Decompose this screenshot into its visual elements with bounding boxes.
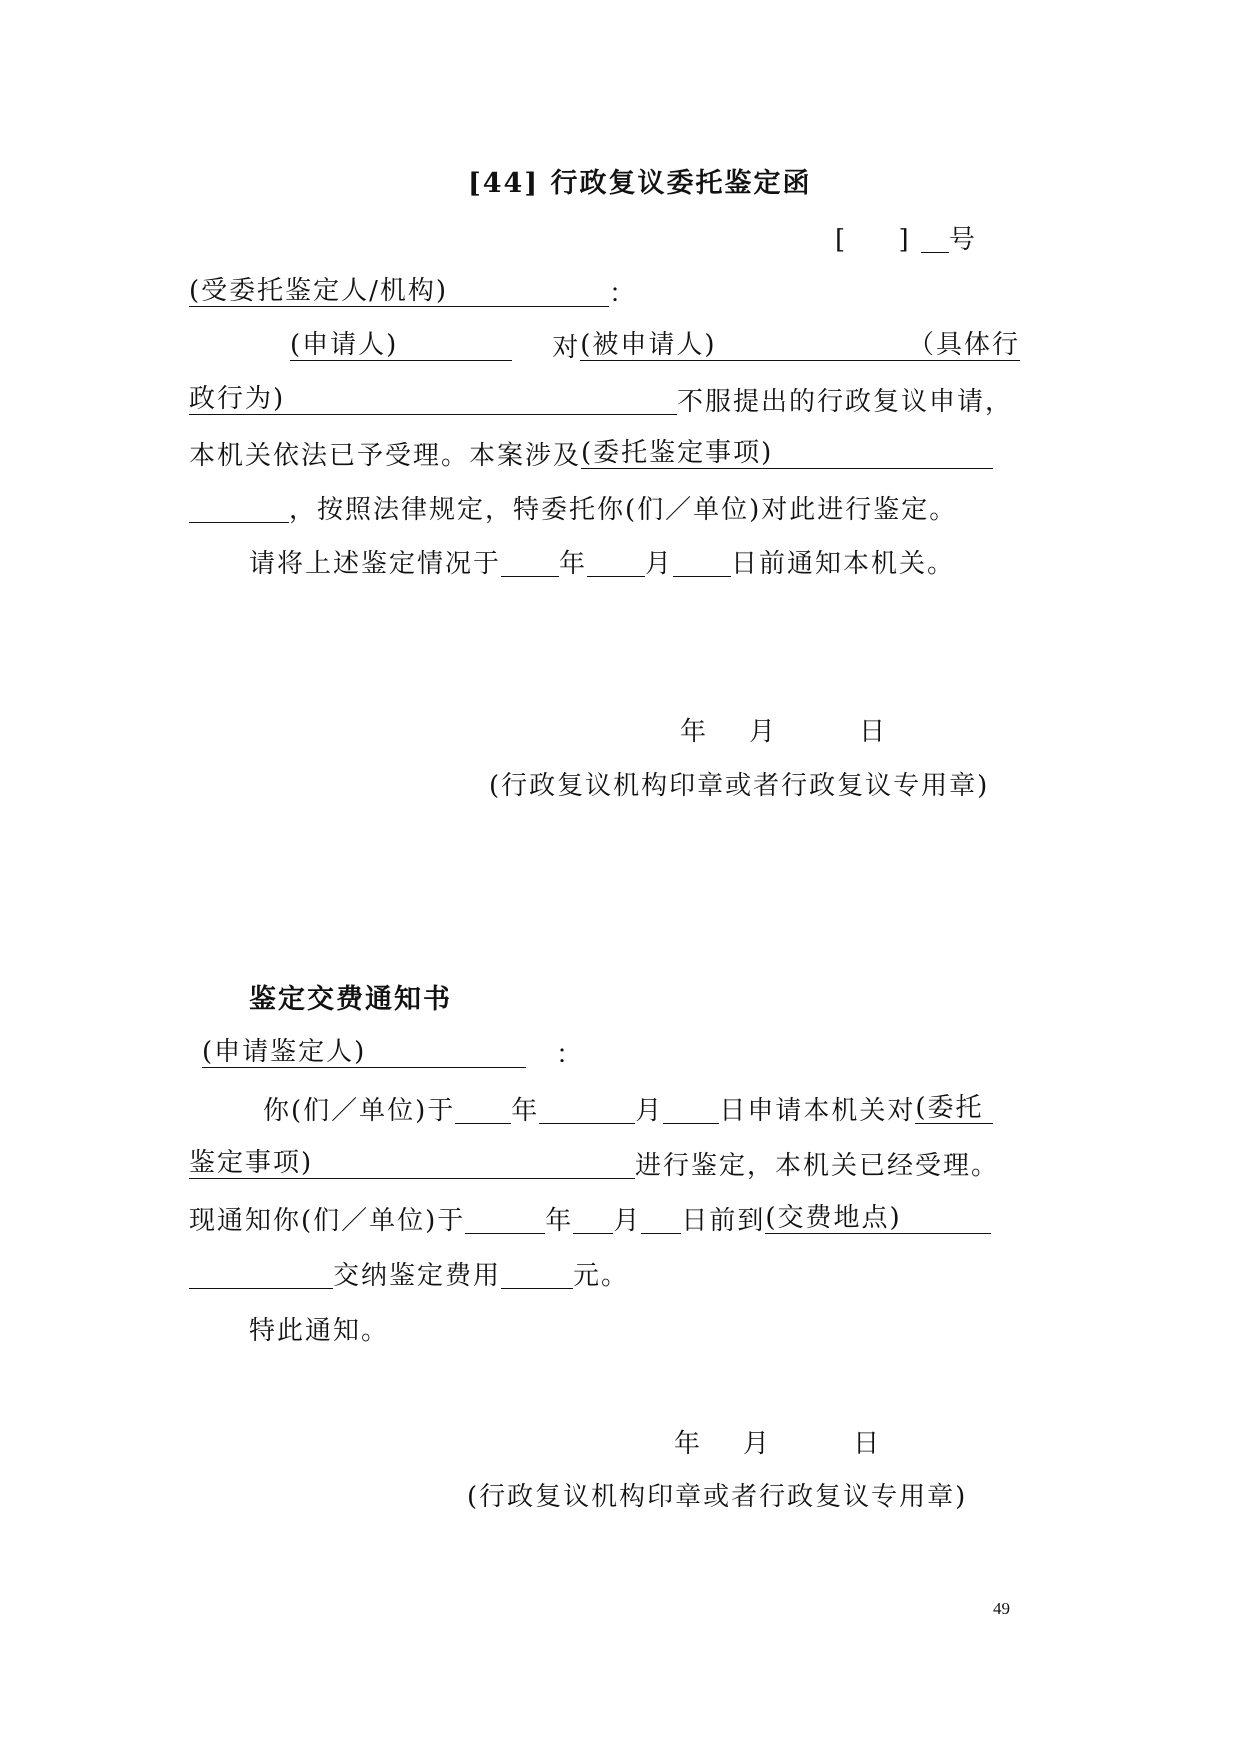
notice-seal-note: (行政复议机构印章或者行政复议专用章) — [467, 1482, 968, 1512]
addressee-colon: ： — [609, 279, 638, 309]
notice-year-label: 年 — [511, 1096, 540, 1126]
line3-head: 本机关依法已予受理。本案涉及 — [189, 441, 582, 471]
month-label: 月 — [645, 549, 674, 579]
specific-act-field: 政行为) — [189, 384, 677, 415]
year-label: 年 — [559, 549, 588, 579]
notice-month-blank — [539, 1093, 635, 1124]
letter-date-line: 年 月 日 — [680, 717, 888, 747]
notice-para-line-5: 特此通知。 — [249, 1316, 390, 1346]
page-number: 49 — [993, 1599, 1010, 1618]
number-bracket: [ ] — [835, 225, 911, 255]
line5-head: 请将上述鉴定情况于 — [249, 549, 502, 579]
notice-month-label: 月 — [635, 1096, 664, 1126]
notice-place-blank-cont — [189, 1258, 333, 1289]
notice-addressee-field: (申请鉴定人) — [202, 1037, 526, 1068]
specific-act-start: （具体行 — [908, 330, 1021, 360]
notice-line2-tail: 进行鉴定，本机关已经受理。 — [635, 1151, 1000, 1181]
line5-tail: 日前通知本机关。 — [731, 549, 956, 579]
notice-pay-year-label: 年 — [545, 1206, 574, 1236]
notice-fee-blank — [501, 1258, 573, 1289]
notice-para-line-4 — [189, 1258, 629, 1294]
day-blank — [673, 546, 731, 577]
notice-line4-mid: 交纳鉴定费用 — [333, 1261, 502, 1291]
notice-year-blank — [455, 1093, 511, 1124]
notice-pay-day-blank — [641, 1203, 681, 1234]
notice-line3-day: 日前到 — [681, 1206, 766, 1236]
notice-para-line-2 — [189, 1148, 999, 1184]
letter-para-line-5 — [249, 546, 955, 582]
year-blank — [501, 546, 559, 577]
notice-place-field: (交费地点) — [765, 1203, 991, 1234]
notice-title: 鉴定交费通知书 — [249, 984, 452, 1015]
matter-blank-cont — [189, 492, 289, 523]
letter-para-line-4 — [189, 492, 957, 528]
month-blank — [587, 546, 645, 577]
document-number — [835, 222, 977, 258]
letter-title: [44] 行政复议委托鉴定函 — [468, 168, 812, 199]
notice-para-line-1 — [263, 1093, 993, 1129]
number-suffix: 号 — [948, 225, 977, 255]
respondent-field: (被申请人) — [580, 330, 1020, 361]
addressee-field: (受委托鉴定人/机构) — [189, 276, 609, 307]
letter-para-line-3 — [189, 438, 993, 474]
notice-line4-tail: 元。 — [573, 1261, 630, 1291]
notice-line1-tail: 日申请本机关对 — [719, 1096, 916, 1126]
notice-matter-field-cont: 鉴定事项) — [189, 1148, 635, 1179]
matter-field: (委托鉴定事项) — [581, 438, 993, 469]
letter-seal-note: (行政复议机构印章或者行政复议专用章) — [489, 771, 990, 801]
line2-tail: 不服提出的行政复议申请， — [677, 387, 1014, 417]
letter-para-line-2 — [189, 384, 1013, 420]
notice-para-line-3 — [189, 1203, 991, 1239]
notice-line1-head: 你(们／单位)于 — [263, 1096, 456, 1126]
dui-text: 对 — [552, 333, 581, 363]
letter-addressee-line — [189, 276, 637, 312]
line4-tail: ，按照法律规定，特委托你(们／单位)对此进行鉴定。 — [289, 495, 958, 525]
notice-date-line: 年 月 日 — [674, 1429, 882, 1459]
notice-matter-field: (委托 — [915, 1093, 993, 1124]
notice-pay-month-blank — [573, 1203, 613, 1234]
number-blank — [921, 222, 949, 253]
notice-pay-year-blank — [465, 1203, 545, 1234]
notice-day-blank — [663, 1093, 719, 1124]
notice-addressee-line — [202, 1037, 584, 1073]
applicant-field: (申请人) — [290, 330, 512, 361]
notice-colon: ： — [556, 1040, 585, 1070]
notice-line3-head: 现通知你(们／单位)于 — [189, 1206, 466, 1236]
notice-pay-month-label: 月 — [613, 1206, 642, 1236]
